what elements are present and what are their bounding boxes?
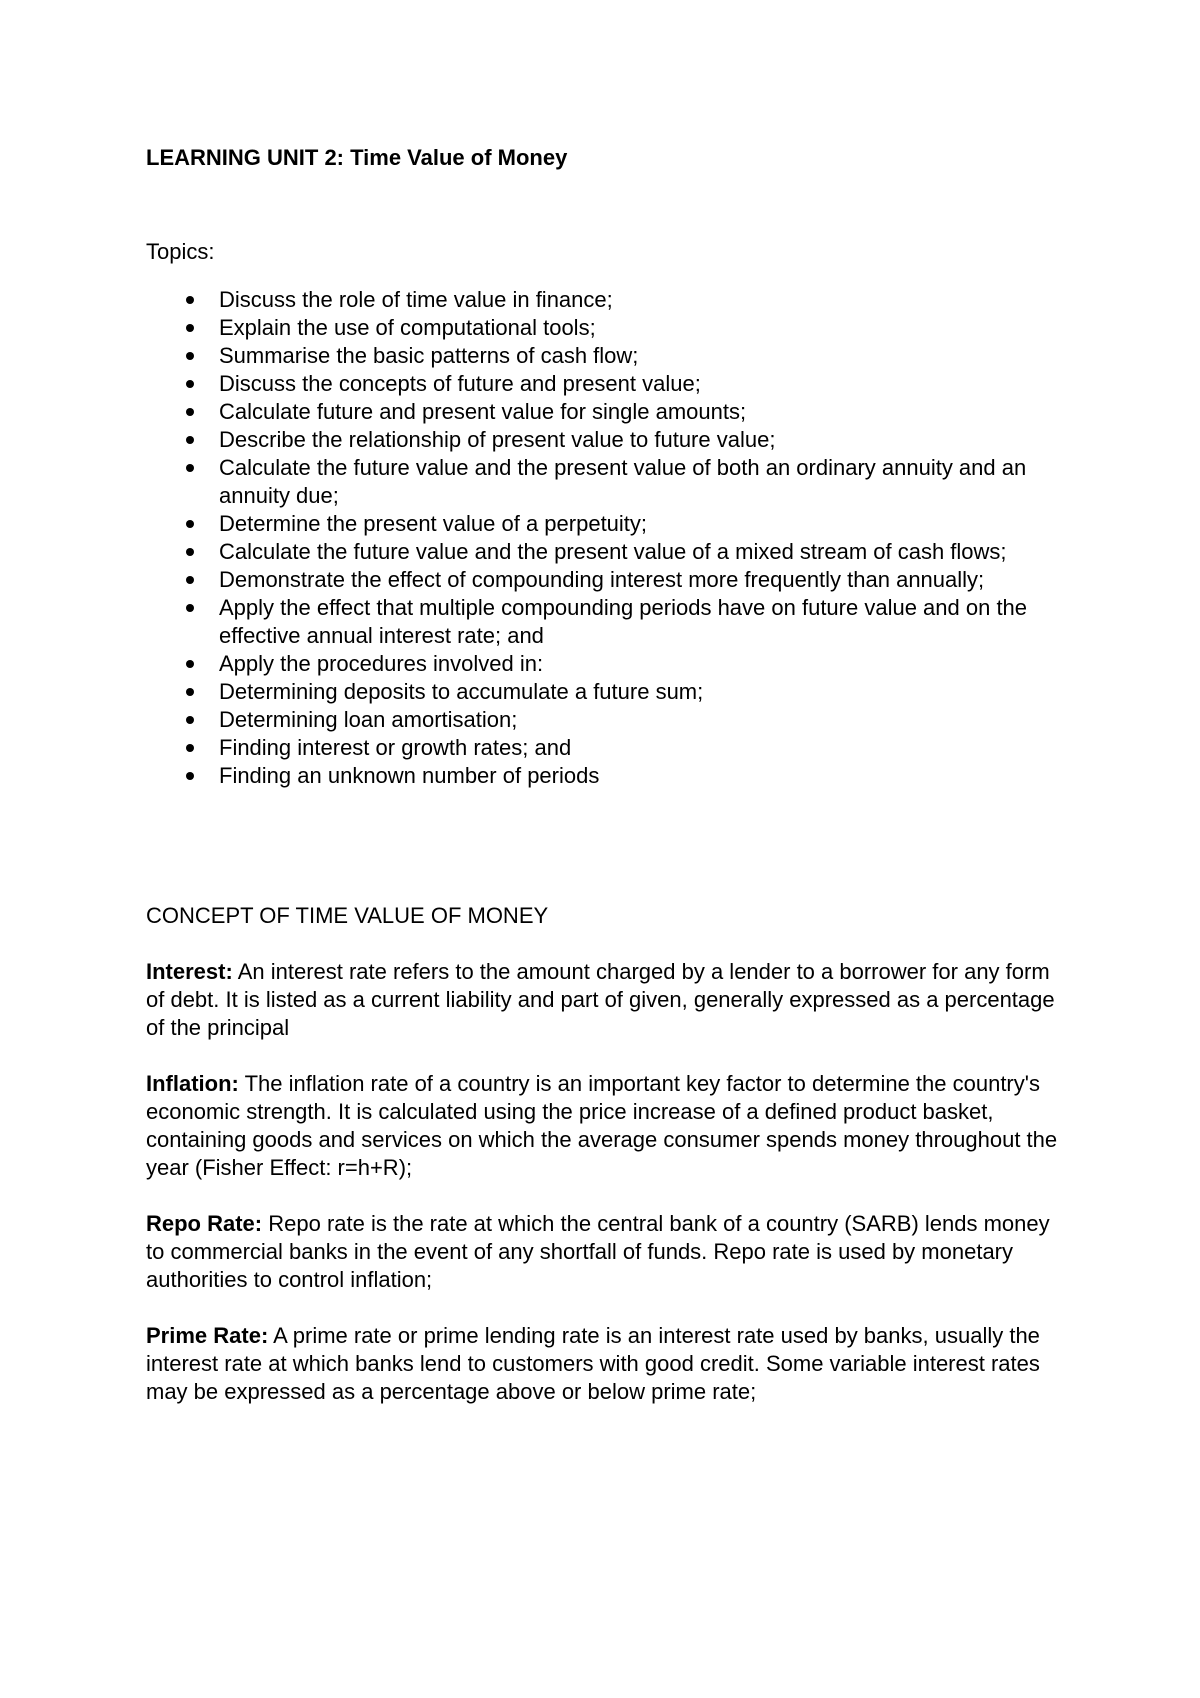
list-item-text: Demonstrate the effect of compounding interest more frequently than annually; [219, 567, 985, 592]
definition-text: The inflation rate of a country is an important key factor to determine the country's economic strength. It is calculated using the price increase of a defined product basket, containing goods and services on which the average consumer spends money throughout the year (Fisher Effect: r=h+R); [146, 1071, 1058, 1180]
list-item [146, 510, 1066, 538]
definition-term: Repo Rate: [146, 1211, 263, 1236]
list-item-text: Discuss the concepts of future and present value; [219, 371, 701, 396]
definition-term: Prime Rate: [146, 1323, 269, 1348]
list-item [146, 342, 1066, 370]
list-item-text: Apply the effect that multiple compounding periods have on future value and on the effective annual interest rate; and [219, 595, 1028, 648]
bullet-icon [186, 380, 194, 388]
list-item-text: Apply the procedures involved in: [219, 651, 544, 676]
bullet-icon [186, 716, 194, 724]
document-page [146, 0, 1066, 1698]
bullet-icon [186, 576, 194, 584]
list-item-text: Explain the use of computational tools; [219, 315, 596, 340]
list-item-text: Finding interest or growth rates; and [219, 735, 572, 760]
list-item-text: Determining loan amortisation; [219, 707, 518, 732]
list-item [146, 594, 1066, 650]
document-title: LEARNING UNIT 2: Time Value of Money [146, 145, 568, 170]
definition-interest [146, 958, 1066, 1042]
definition-inflation [146, 1070, 1066, 1182]
definition-prime-rate [146, 1322, 1066, 1406]
bullet-icon [186, 772, 194, 780]
bullet-icon [186, 324, 194, 332]
list-item-text: Describe the relationship of present value to future value; [219, 427, 776, 452]
list-item [146, 454, 1066, 510]
bullet-icon [186, 688, 194, 696]
list-item [146, 370, 1066, 398]
list-item-text: Calculate the future value and the present value of a mixed stream of cash flows; [219, 539, 1007, 564]
definition-text: Repo rate is the rate at which the central bank of a country (SARB) lends money to commercial banks in the event of any shortfall of funds. Repo rate is used by monetary authorities to control inflation; [146, 1211, 1050, 1292]
definitions-section [146, 958, 1066, 1434]
bullet-icon [186, 744, 194, 752]
list-item [146, 286, 1066, 314]
definition-term: Inflation: [146, 1071, 239, 1096]
topics-list [146, 286, 1066, 790]
list-item [146, 566, 1066, 594]
list-item [146, 650, 1066, 678]
list-item-text: Finding an unknown number of periods [219, 763, 600, 788]
list-item-text: Determine the present value of a perpetuity; [219, 511, 648, 536]
bullet-icon [186, 408, 194, 416]
list-item [146, 706, 1066, 734]
list-item-text: Determining deposits to accumulate a future sum; [219, 679, 704, 704]
list-item [146, 734, 1066, 762]
definition-text: A prime rate or prime lending rate is an interest rate used by banks, usually the interest rate at which banks lend to customers with good credit. Some variable interest rates may be expressed as a percentage above or below prime rate; [146, 1323, 1040, 1404]
list-item-text: Calculate the future value and the present value of both an ordinary annuity and an annuity due; [219, 455, 1027, 508]
list-item [146, 538, 1066, 566]
bullet-icon [186, 548, 194, 556]
list-item [146, 314, 1066, 342]
list-item-text: Summarise the basic patterns of cash flow; [219, 343, 639, 368]
list-item [146, 426, 1066, 454]
list-item [146, 678, 1066, 706]
bullet-icon [186, 660, 194, 668]
bullet-icon [186, 296, 194, 304]
section-heading: CONCEPT OF TIME VALUE OF MONEY [146, 903, 549, 928]
list-item-text: Calculate future and present value for single amounts; [219, 399, 747, 424]
list-item-text: Discuss the role of time value in finance; [219, 287, 613, 312]
list-item [146, 398, 1066, 426]
definition-term: Interest: [146, 959, 233, 984]
list-item [146, 762, 1066, 790]
definition-repo-rate [146, 1210, 1066, 1294]
definition-text: An interest rate refers to the amount charged by a lender to a borrower for any form of debt. It is listed as a current liability and part of given, generally expressed as a percentage of the principal [146, 959, 1055, 1040]
bullet-icon [186, 604, 194, 612]
topics-label: Topics: [146, 239, 215, 264]
bullet-icon [186, 520, 194, 528]
bullet-icon [186, 464, 194, 472]
bullet-icon [186, 436, 194, 444]
bullet-icon [186, 352, 194, 360]
